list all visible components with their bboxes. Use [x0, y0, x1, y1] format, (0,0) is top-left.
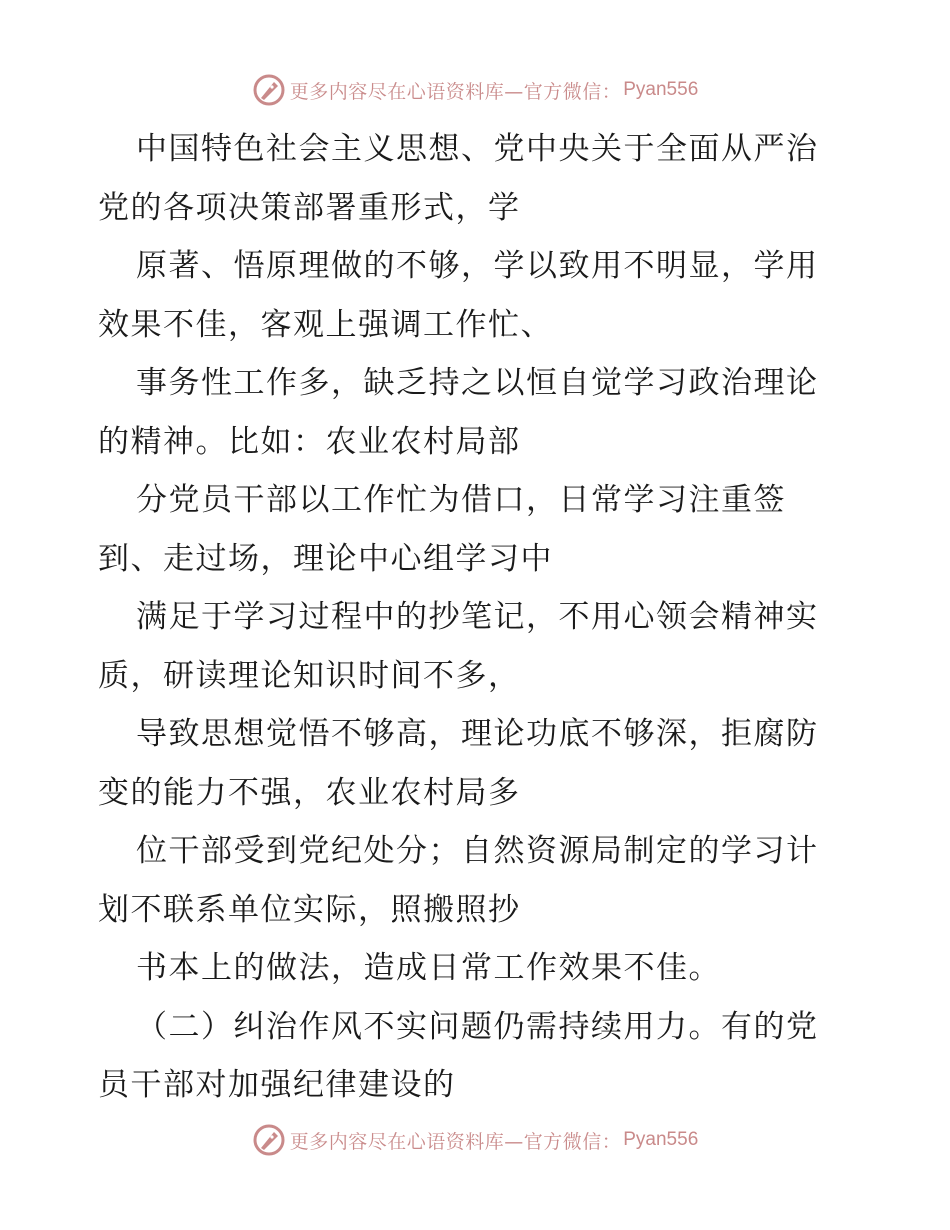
- footer-watermark: [0, 1120, 950, 1160]
- paragraph: [98, 354, 858, 471]
- paragraph-line: 中国特色社会主义思想、党中央关于全面从严治: [136, 131, 819, 167]
- paragraph: [98, 237, 858, 354]
- pen-nib-logo-icon: [252, 73, 286, 107]
- paragraph: [98, 120, 858, 237]
- paragraph-line: 满足于学习过程中的抄笔记，不用心领会精神实: [136, 599, 819, 635]
- watermark-wechat-id: Pyan556: [623, 1129, 699, 1150]
- paragraph-line: 质，研读理论知识时间不多，: [98, 657, 521, 694]
- paragraph-line: 原著、悟原理做的不够，学以致用不明显，学用: [136, 248, 819, 284]
- paragraph: [98, 705, 858, 822]
- paragraph-line: 事务性工作多，缺乏持之以恒自觉学习政治理论: [136, 365, 819, 401]
- paragraph: [98, 471, 858, 588]
- paragraph-line: 变的能力不强，农业农村局多: [98, 774, 521, 811]
- paragraph-line: 到、走过场，理论中心组学习中: [98, 540, 553, 577]
- paragraph-line: 效果不佳，客观上强调工作忙、: [98, 306, 553, 343]
- paragraph-line: 划不联系单位实际，照搬照抄: [98, 891, 521, 928]
- watermark-text: 更多内容尽在心语资料库—官方微信：: [289, 80, 622, 103]
- paragraph-line: 分党员干部以工作忙为借口，日常学习注重签: [136, 482, 786, 518]
- paragraph: [98, 998, 858, 1115]
- paragraph-line: 位干部受到党纪处分；自然资源局制定的学习计: [136, 833, 819, 869]
- paragraph-line: 书本上的做法，造成日常工作效果不佳。: [136, 950, 721, 986]
- document-body: [98, 120, 858, 1115]
- watermark-wechat-id: Pyan556: [623, 79, 699, 100]
- paragraph-line: （二）纠治作风不实问题仍需持续用力。有的党: [136, 1008, 819, 1045]
- paragraph-line: 导致思想觉悟不够高，理论功底不够深，拒腐防: [136, 716, 819, 752]
- paragraph-line: 员干部对加强纪律建设的: [98, 1067, 456, 1103]
- header-watermark: [0, 70, 950, 110]
- paragraph: [98, 822, 858, 939]
- paragraph: [98, 939, 858, 998]
- pen-nib-logo-icon: [252, 1123, 286, 1157]
- watermark-text: 更多内容尽在心语资料库—官方微信：: [289, 1130, 622, 1153]
- paragraph-line: 的精神。比如：农业农村局部: [98, 423, 521, 460]
- paragraph: [98, 588, 858, 705]
- paragraph-line: 党的各项决策部署重形式，学: [98, 189, 521, 226]
